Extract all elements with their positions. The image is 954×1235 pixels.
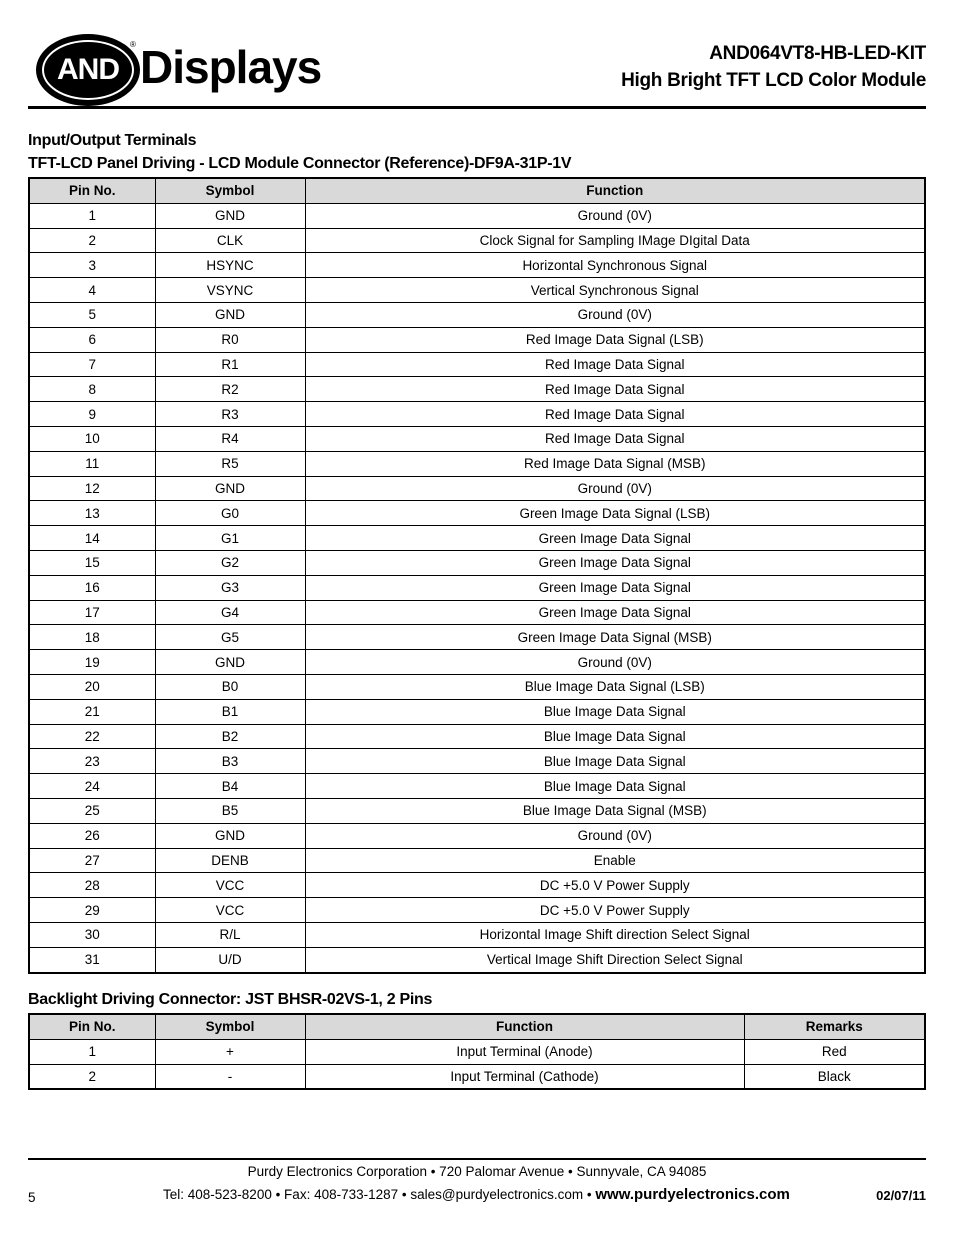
symbol-cell: GND	[155, 476, 305, 501]
function-cell: Input Terminal (Anode)	[305, 1039, 744, 1064]
lcd-connector-pin-table	[28, 177, 926, 974]
symbol-cell: VCC	[155, 898, 305, 923]
col-header-pin: Pin No.	[29, 1014, 155, 1039]
pin-number-cell: 25	[29, 798, 155, 823]
pin-number-cell: 1	[29, 203, 155, 228]
pin-number-cell: 12	[29, 476, 155, 501]
pin-number-cell: 6	[29, 327, 155, 352]
table-row	[29, 774, 925, 799]
symbol-cell: G5	[155, 625, 305, 650]
function-cell: Green Image Data Signal	[305, 600, 925, 625]
footer-divider	[28, 1158, 926, 1160]
col-header-symbol: Symbol	[155, 178, 305, 203]
pin-number-cell: 26	[29, 823, 155, 848]
function-cell: Red Image Data Signal (LSB)	[305, 327, 925, 352]
symbol-cell: B0	[155, 674, 305, 699]
pin-number-cell: 24	[29, 774, 155, 799]
function-cell: DC +5.0 V Power Supply	[305, 873, 925, 898]
page-number: 5	[28, 1190, 36, 1205]
function-cell: Vertical Synchronous Signal	[305, 278, 925, 303]
function-cell: Red Image Data Signal	[305, 402, 925, 427]
table-row	[29, 426, 925, 451]
remarks-cell: Red	[744, 1039, 925, 1064]
symbol-cell: U/D	[155, 947, 305, 972]
symbol-cell: B3	[155, 749, 305, 774]
table-row	[29, 550, 925, 575]
pin-number-cell: 14	[29, 526, 155, 551]
pin-number-cell: 10	[29, 426, 155, 451]
pin-number-cell: 1	[29, 1039, 155, 1064]
table-row	[29, 575, 925, 600]
table-row	[29, 476, 925, 501]
table-row	[29, 228, 925, 253]
table-row	[29, 451, 925, 476]
table-row	[29, 749, 925, 774]
pin-number-cell: 16	[29, 575, 155, 600]
table-row	[29, 377, 925, 402]
footer-address: Purdy Electronics Corporation • 720 Palomar Avenue • Sunnyvale, CA 94085	[247, 1164, 707, 1179]
function-cell: Blue Image Data Signal	[305, 774, 925, 799]
table-row	[29, 501, 925, 526]
function-cell: Ground (0V)	[305, 302, 925, 327]
footer-contact: Tel: 408-523-8200 • Fax: 408-733-1287 • sales@purdyelectronics.com •	[163, 1187, 596, 1202]
document-title-block	[621, 40, 926, 94]
table-row	[29, 798, 925, 823]
function-cell: Enable	[305, 848, 925, 873]
function-cell: Blue Image Data Signal (MSB)	[305, 798, 925, 823]
col-header-function: Function	[305, 178, 925, 203]
pin-number-cell: 22	[29, 724, 155, 749]
backlight-connector-pin-table	[28, 1013, 926, 1090]
section-title-io: Input/Output Terminals	[28, 132, 197, 149]
pin-number-cell: 5	[29, 302, 155, 327]
pin-number-cell: 2	[29, 1064, 155, 1089]
pin-number-cell: 31	[29, 947, 155, 972]
section-title-backlight: Backlight Driving Connector: JST BHSR-02VS-1, 2 Pins	[28, 991, 433, 1008]
symbol-cell: R0	[155, 327, 305, 352]
pin-number-cell: 17	[29, 600, 155, 625]
pin-number-cell: 8	[29, 377, 155, 402]
function-cell: Vertical Image Shift Direction Select Signal	[305, 947, 925, 972]
pin-number-cell: 19	[29, 650, 155, 675]
symbol-cell: HSYNC	[155, 253, 305, 278]
function-cell: Horizontal Synchronous Signal	[305, 253, 925, 278]
function-cell: Blue Image Data Signal (LSB)	[305, 674, 925, 699]
function-cell: Red Image Data Signal	[305, 352, 925, 377]
pin-number-cell: 23	[29, 749, 155, 774]
symbol-cell: R2	[155, 377, 305, 402]
symbol-cell: G1	[155, 526, 305, 551]
symbol-cell: B1	[155, 699, 305, 724]
symbol-cell: G4	[155, 600, 305, 625]
table-row	[29, 600, 925, 625]
remarks-cell: Black	[744, 1064, 925, 1089]
function-cell: Clock Signal for Sampling IMage DIgital Data	[305, 228, 925, 253]
symbol-cell: VCC	[155, 873, 305, 898]
function-cell: Red Image Data Signal	[305, 377, 925, 402]
table-row	[29, 823, 925, 848]
function-cell: DC +5.0 V Power Supply	[305, 898, 925, 923]
table-row	[29, 898, 925, 923]
symbol-cell: G2	[155, 550, 305, 575]
pin-number-cell: 9	[29, 402, 155, 427]
symbol-cell: G0	[155, 501, 305, 526]
symbol-cell: DENB	[155, 848, 305, 873]
symbol-cell: GND	[155, 823, 305, 848]
col-header-pin: Pin No.	[29, 178, 155, 203]
symbol-cell: GND	[155, 302, 305, 327]
model-number: AND064VT8-HB-LED-KIT	[709, 43, 926, 64]
function-cell: Blue Image Data Signal	[305, 749, 925, 774]
pin-number-cell: 27	[29, 848, 155, 873]
table-row	[29, 203, 925, 228]
table-row	[29, 650, 925, 675]
pin-number-cell: 30	[29, 922, 155, 947]
table-row	[29, 352, 925, 377]
function-cell: Green Image Data Signal (LSB)	[305, 501, 925, 526]
pin-number-cell: 11	[29, 451, 155, 476]
pin-number-cell: 21	[29, 699, 155, 724]
function-cell: Ground (0V)	[305, 203, 925, 228]
table-row	[29, 402, 925, 427]
function-cell: Input Terminal (Cathode)	[305, 1064, 744, 1089]
table-row	[29, 625, 925, 650]
table-row	[29, 278, 925, 303]
table-row	[29, 526, 925, 551]
pin-number-cell: 15	[29, 550, 155, 575]
function-cell: Ground (0V)	[305, 650, 925, 675]
symbol-cell: VSYNC	[155, 278, 305, 303]
pin-number-cell: 7	[29, 352, 155, 377]
function-cell: Blue Image Data Signal	[305, 724, 925, 749]
function-cell: Green Image Data Signal	[305, 526, 925, 551]
function-cell: Green Image Data Signal	[305, 575, 925, 600]
function-cell: Ground (0V)	[305, 476, 925, 501]
function-cell: Red Image Data Signal	[305, 426, 925, 451]
col-header-remarks: Remarks	[744, 1014, 925, 1039]
table-row	[29, 873, 925, 898]
table-header-row	[29, 178, 925, 203]
company-logo	[36, 34, 336, 106]
symbol-cell: R3	[155, 402, 305, 427]
pin-number-cell: 29	[29, 898, 155, 923]
pin-number-cell: 2	[29, 228, 155, 253]
symbol-cell: R1	[155, 352, 305, 377]
table-row	[29, 674, 925, 699]
symbol-cell: G3	[155, 575, 305, 600]
table-row	[29, 302, 925, 327]
pin-number-cell: 28	[29, 873, 155, 898]
registered-mark: ®	[130, 40, 136, 49]
pin-number-cell: 3	[29, 253, 155, 278]
table-row	[29, 327, 925, 352]
function-cell: Green Image Data Signal	[305, 550, 925, 575]
symbol-cell: GND	[155, 203, 305, 228]
symbol-cell: R5	[155, 451, 305, 476]
header-divider	[28, 106, 926, 109]
table-row	[29, 848, 925, 873]
table-row	[29, 699, 925, 724]
logo-wordmark: Displays	[140, 41, 322, 93]
logo-oval	[36, 34, 140, 106]
col-header-symbol: Symbol	[155, 1014, 305, 1039]
table-row	[29, 922, 925, 947]
function-cell: Ground (0V)	[305, 823, 925, 848]
pin-number-cell: 4	[29, 278, 155, 303]
col-header-function: Function	[305, 1014, 744, 1039]
symbol-cell: -	[155, 1064, 305, 1089]
section-subtitle-connector: TFT-LCD Panel Driving - LCD Module Connector (Reference)-DF9A-31P-1V	[28, 155, 572, 172]
function-cell: Green Image Data Signal (MSB)	[305, 625, 925, 650]
product-subtitle: High Bright TFT LCD Color Module	[621, 70, 926, 91]
logo-mark-text: AND	[42, 40, 134, 100]
table-row	[29, 947, 925, 972]
table-row	[29, 1039, 925, 1064]
symbol-cell: R4	[155, 426, 305, 451]
pin-number-cell: 18	[29, 625, 155, 650]
symbol-cell: CLK	[155, 228, 305, 253]
symbol-cell: B5	[155, 798, 305, 823]
function-cell: Blue Image Data Signal	[305, 699, 925, 724]
symbol-cell: GND	[155, 650, 305, 675]
symbol-cell: R/L	[155, 922, 305, 947]
function-cell: Horizontal Image Shift direction Select Signal	[305, 922, 925, 947]
table-row	[29, 253, 925, 278]
pin-number-cell: 20	[29, 674, 155, 699]
table-row	[29, 724, 925, 749]
symbol-cell: B4	[155, 774, 305, 799]
table-header-row	[29, 1014, 925, 1039]
symbol-cell: B2	[155, 724, 305, 749]
function-cell: Red Image Data Signal (MSB)	[305, 451, 925, 476]
footer-contact-line	[163, 1186, 790, 1203]
pin-number-cell: 13	[29, 501, 155, 526]
footer-website-link[interactable]: www.purdyelectronics.com	[595, 1186, 790, 1203]
document-date: 02/07/11	[876, 1188, 926, 1203]
symbol-cell: +	[155, 1039, 305, 1064]
table-row	[29, 1064, 925, 1089]
